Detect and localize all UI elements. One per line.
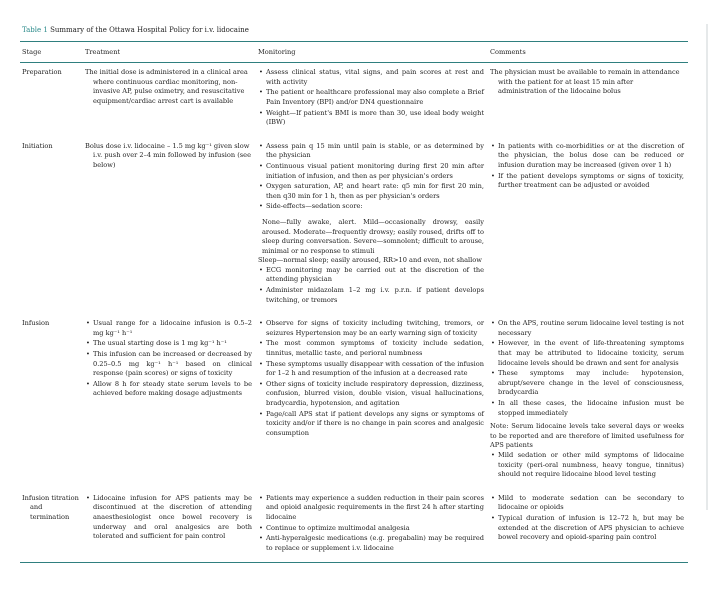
treatment-preparation: The initial dose is administered in a clinical area where continuous cardiac monitoring, non-invasive AP, pulse oximetry, and resuscitative equipment/cardiac arrest cart is available (85, 68, 248, 105)
sleep-note: Sleep—normal sleep; easily aroused, RR>10 and even, not shallow (258, 256, 482, 265)
table-container (20, 26, 688, 593)
list-item: • In all these cases, the lidocaine infusion must be stopped immediately (490, 399, 684, 418)
list-item: • Continuous visual patient monitoring during first 20 min after initiation of infusion, and then as per physician's orders (258, 162, 484, 181)
list-item: • These symptoms usually disappear with cessation of the infusion for 1–2 h and resumption of the infusion at a decreased rate (258, 360, 484, 379)
page-edge-scrollbar[interactable] (706, 24, 708, 510)
list-item: • Anti-hyperalgesic medications (e.g. pregabalin) may be required to replace or supplement i.v. lidocaine (258, 534, 484, 553)
list-item: • The patient or healthcare professional may also complete a Brief Pain Inventory (BPI) and/or DN4 questionnaire (258, 88, 484, 107)
list-item: • The usual starting dose is 1 mg kg⁻¹ h⁻¹ (85, 339, 252, 349)
list-item: • Administer midazolam 1–2 mg i.v. p.r.n. if patient develops twitching, or tremors (258, 286, 484, 305)
list-item: • Typical duration of infusion is 12–72 h, but may be extended at the discretion of APS physician to achieve bowel recovery and opioid-sparing pain control (490, 514, 684, 543)
comments-infusion (488, 314, 688, 489)
table-label: Table 1 (22, 26, 48, 34)
list-item: • Other signs of toxicity include respiratory depression, dizziness, confusion, blurred vision, double vision, visual hallucinations, bradycardia, hypotension, and agitation (258, 380, 484, 409)
list-item: • Allow 8 h for steady state serum levels to be achieved before making dosage adjustments (85, 380, 252, 399)
monitoring-titration (256, 489, 488, 563)
header-stage: Stage (22, 47, 42, 56)
list-item: • This infusion can be increased or decreased by 0.25–0.5 mg kg⁻¹ h⁻¹ based on clinical response (pain scores) or signs of toxicity (85, 350, 252, 379)
comments-titration (488, 489, 688, 563)
list-item: • ECG monitoring may be carried out at the discretion of the attending physician (258, 266, 484, 285)
stage-titration-cell (20, 489, 83, 563)
list-item: • The most common symptoms of toxicity include sedation, tinnitus, metallic taste, and perioral numbness (258, 339, 484, 358)
list-item: • On the APS, routine serum lidocaine level testing is not necessary (490, 319, 684, 338)
list-item: • Weight—If patient's BMI is more than 30, use ideal body weight (IBW) (258, 109, 484, 128)
header-comments: Comments (490, 47, 526, 56)
serum-levels-note: Note: Serum lidocaine levels take several days or weeks to be reported and are therefore of limited usefulness for APS patients (490, 422, 684, 450)
header-monitoring: Monitoring (258, 47, 296, 56)
comments-preparation-cell (488, 63, 688, 137)
header-row (20, 41, 688, 63)
treatment-titration (83, 489, 256, 563)
table-caption (22, 26, 688, 36)
list-item: • Mild to moderate sedation can be secondary to lidocaine or opioids (490, 494, 684, 513)
list-item: • Assess pain q 15 min until pain is stable, or as determined by the physician (258, 142, 484, 161)
sedation-score-note: None—fully awake, alert. Mild—occasionally drowsy, easily aroused. Moderate—frequently drowsy; easily roused, drifts off to sleep during conversation. Severe—somnolent; difficult to arouse, minimal or no response to stimuli (262, 217, 484, 255)
treatment-initiation: Bolus dose i.v. lidocaine – 1.5 mg kg⁻¹ given slow i.v. push over 2–4 min followed by infusion (see below) (85, 141, 251, 169)
header-treatment: Treatment (85, 47, 121, 56)
comments-initiation (488, 137, 688, 315)
list-item: • If the patient develops symptoms or signs of toxicity, further treatment can be adjusted or avoided (490, 172, 684, 191)
stage-preparation: Preparation (22, 68, 62, 77)
list-item: • Page/call APS stat if patient develops any signs or symptoms of toxicity and/or if there is no change in pain scores and analgesic consumption (258, 410, 484, 439)
list-item: • Patients may experience a sudden reduction in their pain scores and opioid analgesic requirements in the first 24 h after starting lidocaine (258, 494, 484, 523)
table-row (20, 63, 688, 137)
list-item: • Mild sedation or other mild symptoms of lidocaine toxicity (peri-oral numbness, heavy tongue, tinnitus) should not require lidocaine blood level testing (490, 451, 684, 480)
monitoring-infusion (256, 314, 488, 489)
list-item: • Observe for signs of toxicity including twitching, tremors, or seizures Hypertension may be an early warning sign of toxicity (258, 319, 484, 338)
stage-infusion: Infusion (22, 319, 50, 328)
stage-titration: Infusion titration and termination (22, 493, 79, 521)
lidocaine-policy-table (20, 41, 688, 564)
table-title: Summary of the Ottawa Hospital Policy for i.v. lidocaine (50, 26, 249, 34)
stage-initiation: Initiation (22, 141, 53, 150)
list-item: • In patients with co-morbidities or at the discretion of the physician, the bolus dose can be reduced or infusion duration may be increased (given over 1 h) (490, 142, 684, 171)
list-item: • Assess clinical status, vital signs, and pain scores at rest and with activity (258, 68, 484, 87)
list-item: • Usual range for a lidocaine infusion is 0.5–2 mg kg⁻¹ h⁻¹ (85, 319, 252, 338)
list-item: • However, in the event of life-threatening symptoms that may be attributed to lidocaine toxicity, serum lidocaine levels should be drawn and sent for analysis (490, 339, 684, 368)
table-row (20, 489, 688, 563)
treatment-preparation-cell (83, 63, 256, 137)
list-item: • Oxygen saturation, AP, and heart rate: q5 min for first 20 min, then q30 min for 1 h, then as per physician's orders (258, 182, 484, 201)
list-item: • Lidocaine infusion for APS patients may be discontinued at the discretion of attending anaesthesiologist once bowel recovery is underway and oral analgesics are both tolerated and sufficient for pain control (85, 494, 252, 542)
comments-preparation: The physician must be available to remain in attendance with the patient for at least 15 min after administration of the lidocaine bolus (490, 68, 680, 96)
list-item: • Side-effects—sedation score: (258, 202, 484, 212)
monitoring-initiation (256, 137, 488, 315)
monitoring-preparation (256, 63, 488, 137)
treatment-infusion (83, 314, 256, 489)
table-row (20, 314, 688, 489)
treatment-initiation-cell (83, 137, 256, 315)
list-item: • Continue to optimize multimodal analgesia (258, 524, 484, 534)
list-item: • These symptoms may include: hypotension, abrupt/severe change in the level of consciousness, bradycardia (490, 369, 684, 398)
table-row (20, 137, 688, 315)
